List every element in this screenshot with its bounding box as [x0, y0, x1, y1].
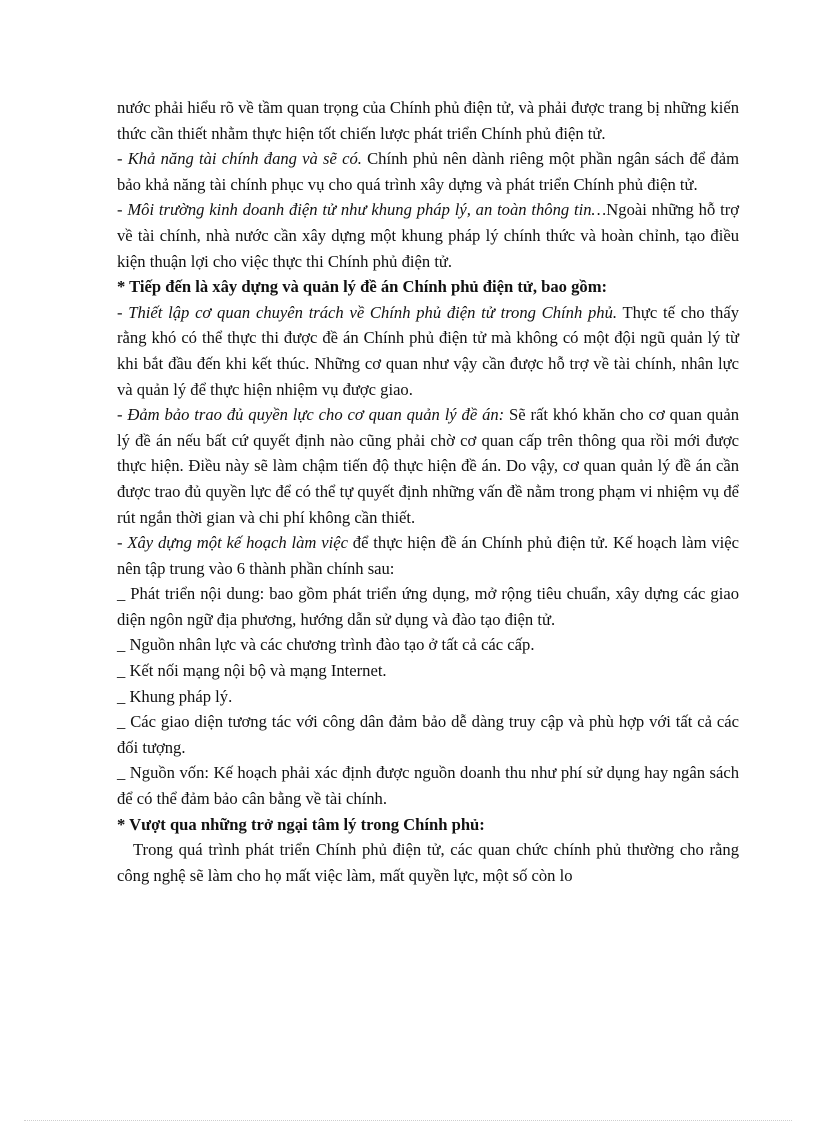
section-heading-psychology: * Vượt qua những trở ngại tâm lý trong Chính phủ: — [117, 814, 485, 834]
paragraph-6 — [117, 530, 739, 581]
list-item: _ Phát triển nội dung: bao gồm phát triển ứng dụng, mở rộng tiêu chuẩn, xây dựng các giao diện ngôn ngữ địa phương, hướng dẫn sử dụng và đào tạo điện tử. — [117, 584, 739, 629]
paragraph-3 — [117, 197, 739, 274]
section-heading-project: * Tiếp đến là xây dựng và quản lý đề án Chính phủ điện tử, bao gồm: — [117, 277, 608, 297]
paragraph-text: Sẽ rất khó khăn cho cơ quan quản lý đề án nếu bất cứ quyết định nào cũng phải chờ cơ quan cấp trên thông qua rồi mới được thực hiện. Điều này sẽ làm chậm tiến độ thực hiện đề án. Do vậy, cơ quan quản lý đề án cần được trao đủ quyền lực để có thể tự quyết định những vấn đề nằm trong phạm vi nhiệm vụ để rút ngắn thời gian và chi phí không cần thiết. — [117, 405, 739, 527]
paragraph-7: Trong quá trình phát triển Chính phủ điện tử, các quan chức chính phủ thường cho rằng công nghệ sẽ làm cho họ mất việc làm, mất quyền lực, một số còn lo — [117, 840, 739, 885]
paragraph-5 — [117, 402, 739, 530]
paragraph-text: Chính phủ nên dành riêng một phần ngân sách để đảm bảo khả năng tài chính phục vụ cho quá trình xây dựng và phát triển Chính phủ điện tử. — [117, 149, 739, 194]
paragraph-text: để thực hiện đề án Chính phủ điện tử. Kế hoạch làm việc nên tập trung vào 6 thành phần chính sau: — [117, 533, 739, 578]
list-item: _ Các giao diện tương tác với công dân đảm bảo dễ dàng truy cập và phù hợp với tất cả các đối tượng. — [117, 712, 739, 757]
paragraph-2 — [117, 146, 739, 197]
paragraph-italic-lead: - Xây dựng một kế hoạch làm việc — [117, 533, 348, 553]
paragraph-text: Ngoài những hỗ trợ về tài chính, nhà nước cần xây dựng một khung pháp lý chính thức và hoàn chỉnh, tạo điều kiện thuận lợi cho việc thực thi Chính phủ điện tử. — [117, 200, 740, 271]
document-page — [117, 95, 739, 888]
list-item: _ Kết nối mạng nội bộ và mạng Internet. — [117, 661, 387, 681]
paragraph-text: Thực tế cho thấy rằng khó có thể thực thi được đề án Chính phủ điện tử mà không có một đội ngũ quản lý từ khi bắt đầu đến khi kết thúc. Những cơ quan như vậy cần được hỗ trợ về tài chính, nhân lực và quản lý để thực hiện nhiệm vụ được giao. — [117, 302, 739, 399]
paragraph-4 — [117, 300, 739, 402]
list-item: _ Nguồn nhân lực và các chương trình đào tạo ở tất cả các cấp. — [117, 635, 535, 655]
list-item: _ Khung pháp lý. — [117, 686, 233, 706]
paragraph-italic-lead: - Thiết lập cơ quan chuyên trách về Chính phủ điện tử trong Chính phủ. — [117, 302, 618, 322]
page-bottom-divider — [24, 1120, 792, 1121]
list-item: _ Nguồn vốn: Kế hoạch phải xác định được nguồn doanh thu như phí sử dụng hay ngân sách để có thể đảm bảo cân bằng về tài chính. — [117, 763, 739, 809]
paragraph-italic-lead: - Đảm bảo trao đủ quyền lực cho cơ quan quản lý đề án: — [117, 405, 505, 425]
paragraph-1 — [117, 95, 739, 146]
paragraph-italic-lead: - Môi trường kinh doanh điện tử như khung pháp lý, an toàn thông tin… — [117, 200, 607, 220]
paragraph-italic-lead: - Khả năng tài chính đang và sẽ có. — [117, 149, 362, 169]
paragraph-text: nước phải hiểu rõ về tầm quan trọng của Chính phủ điện tử, và phải được trang bị những kiến thức cần thiết nhằm thực hiện tốt chiến lược phát triển Chính phủ điện tử. — [117, 98, 739, 143]
